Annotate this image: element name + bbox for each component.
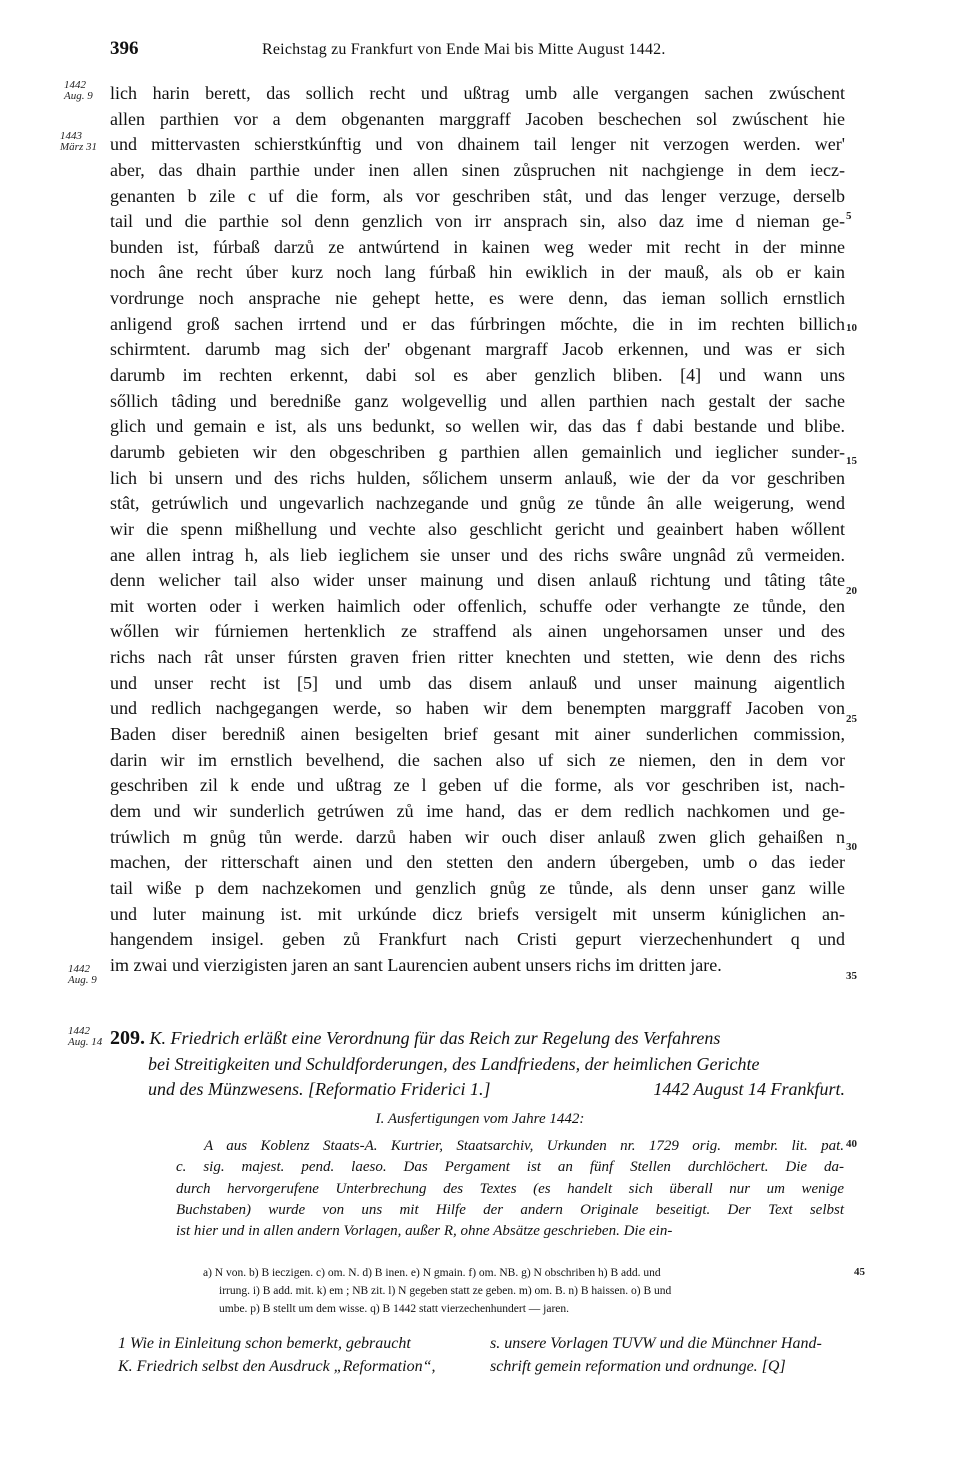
section-title: I. Ausfertigungen vom Jahre 1442: — [375, 1111, 585, 1127]
transmission-line: c. sig. majest. pend. laeso. Das Pergament ist an fünf Stellen durchlöchert. Die da- — [176, 1159, 844, 1176]
footnote-line: schrift gemein reformation und ordnunge. [Q] — [490, 1358, 786, 1375]
text-line: schirmtent. darumb mag sich der' obgenant margraff Jacob erkennen, und was er sich — [110, 339, 845, 360]
variant-note-line: umbe. p) B stellt um dem wisse. q) B 1442 statt vierzechenhundert — jaren. — [219, 1303, 570, 1315]
line-number: 25 — [846, 713, 857, 725]
text-line: noch âne recht úber kurz noch lang fúrbaß hin ewiklich in der mauß, als ob er kain — [110, 262, 845, 283]
margin-year: 1442 — [68, 963, 90, 975]
line-number: 40 — [846, 1138, 857, 1150]
document-number: 209. — [110, 1027, 145, 1049]
line-number: 35 — [846, 970, 857, 982]
text-line: im zwai und vierzigisten jaren an sant Laurencien aubent unsers richs im dritten jare. — [110, 954, 722, 975]
variant-notes — [203, 1264, 851, 1318]
heading-text: K. Friedrich erläßt eine Verordnung für das Reich zur Regelung des Verfahrens — [149, 1028, 721, 1048]
document-heading — [110, 1026, 845, 1103]
line-number: 10 — [846, 322, 857, 334]
margin-year: 1442 — [68, 1025, 90, 1037]
text-line: und unser recht ist [5] und umb das disem anlauß und unser mainung aigentlich — [110, 672, 845, 693]
text-line: bunden ist, fúrbaß darzů ze antwúrtend in kainen weg weder mit recht in der minne — [110, 236, 845, 257]
transmission-note — [176, 1136, 844, 1242]
text-line: allen parthien vor a dem obgenanten marggraff Jacoben beschechen sol zwúschent hie — [110, 108, 845, 129]
text-line: hangendem insigel. geben zů Frankfurt nach Cristi gepurt vierzechenhundert q und — [110, 929, 845, 950]
line-number: 30 — [846, 841, 857, 853]
document-date: 1442 August 14 Frankfurt. — [653, 1079, 845, 1099]
text-line: tail und die parthie sol denn genzlich von irr ansprach sin, also daz ime d nieman ge- — [110, 211, 845, 232]
footnote-line: K. Friedrich selbst den Ausdruck „Reformation“, — [118, 1358, 436, 1375]
line-number: 15 — [846, 455, 857, 467]
margin-day: Aug. 9 — [68, 974, 97, 986]
heading-line: bei Streitigkeiten und Schuldforderungen, des Landfriedens, der heimlichen Gerichte — [148, 1053, 760, 1074]
main-text-block — [110, 81, 845, 978]
running-head: Reichstag zu Frankfurt von Ende Mai bis Mitte August 1442. — [262, 41, 666, 58]
text-line: darin wir im ernstlich bevelhend, die sachen also uf sich ze niemen, den in dem vor — [110, 749, 845, 770]
text-line: dem und wir sunderlich getrúwen zů ime hand, das er dem redlich nachkomen und ge- — [110, 800, 845, 821]
text-line: anligend groß sachen irrtend und er das fúrbringen mőchte, die in im rechten billich — [110, 313, 845, 334]
margin-day: März 31 — [60, 141, 97, 153]
text-line: und mittervasten schierstkúnftig und von dhainem tail lenger nit verzogen werden. wer' — [110, 134, 845, 155]
text-line: und redlich nachgegangen werde, so haben wir dem benempten marggraff Jacoben von — [110, 698, 845, 719]
heading-margin-date — [68, 1026, 102, 1048]
text-line: tail wiße p dem nachzekomen und genzlich gnůg ze tůnde, als denn unser ganz wille — [110, 877, 845, 898]
margin-year: 1442 — [64, 79, 86, 91]
margin-date — [64, 80, 93, 102]
heading-line — [110, 1077, 845, 1103]
text-line: wőllen wir fúrniemen hertenklich ze straffend als ainen ungehorsamen unser und des — [110, 621, 845, 642]
line-number: 45 — [854, 1266, 865, 1278]
text-line: sőllich tâding und beredniße ganz wolgevellig und allen parthien nach gestalt der sache — [110, 390, 845, 411]
transmission-line: Buchstaben) wurde von uns mit Hilfe der andern Originale beseitigt. Der Text selbst — [176, 1201, 844, 1218]
text-line: lich bi unsern und des richs hulden, sőlichem unserm anlauß, wie der da vor geschriben — [110, 467, 845, 488]
text-line: und luter mainung ist. mit urkúnde dicz briefs versigelt mit unserm kúniglichen an- — [110, 903, 845, 924]
text-line: machen, der ritterschaft ainen und den stetten den andern úbergeben, umb o das ieder — [110, 852, 845, 873]
footnote-line: s. unsere Vorlagen TUVW und die Münchner Hand- — [490, 1335, 822, 1352]
text-line: darumb gebieten wir den obgeschriben g parthien allen gemainlich und ieglicher sunder- — [110, 441, 845, 462]
transmission-line: durch hervorgerufene Unterbrechung des Textes (es handelt sich überall nur um wenige — [176, 1180, 844, 1197]
page-number: 396 — [110, 38, 139, 59]
margin-day: Aug. 9 — [64, 90, 93, 102]
text-line: ane allen intrag h, als lieb ieglichem sie unser und des richs swâre ungnâd zů vermeiden. — [110, 544, 845, 565]
line-number: 20 — [846, 585, 857, 597]
transmission-line: A aus Koblenz Staats-A. Kurtrier, Staatsarchiv, Urkunden nr. 1729 orig. membr. lit. pat. — [204, 1138, 844, 1154]
text-line: darumb im rechten erkennt, dabi sol es aber genzlich bliben. [4] und wann uns — [110, 365, 845, 386]
variant-note-line: a) N von. b) B ieczigen. c) om. N. d) B inen. e) N gmain. f) om. NB. g) N obschriben h) B add. und — [203, 1267, 661, 1279]
heading-text: und des Münzwesens. [Reformatio Friderici 1.] — [148, 1079, 491, 1099]
margin-day: Aug. 14 — [68, 1036, 103, 1048]
margin-date — [68, 964, 97, 986]
text-line: mit worten oder i werken haimlich oder offenlich, schuffe oder verhangte ze tůnde, den — [110, 595, 845, 616]
line-number: 5 — [846, 210, 852, 222]
text-line: richs nach rât unser fúrsten graven frien ritter knechten und stetten, wie denn des richs — [110, 647, 845, 668]
text-line: vordrunge noch ansprache nie gehept hette, es were denn, das ieman sollich ernstlich — [110, 288, 845, 309]
text-line: glich und gemain e ist, als uns bedunkt, so wellen wir, das das f dabi bestande und blibe. — [110, 416, 845, 437]
footnote-line: 1 Wie in Einleitung schon bemerkt, gebraucht — [118, 1335, 411, 1352]
text-line: trúwlich m gnůg tůn werde. darzů haben wir ouch diser anlauß zwen glich gehaißen n — [110, 826, 845, 847]
text-line: aber, das dhain parthie under inen allen sinen zůspruchen nit nachgienge in dem iecz- — [110, 159, 845, 180]
text-line: lich harin berett, das sollich recht und ußtrag umb alle vergangen sachen zwúschent — [110, 83, 845, 103]
transmission-line: ist hier und in allen andern Vorlagen, außer R, ohne Absätze geschrieben. Die ein- — [176, 1223, 673, 1240]
margin-year: 1443 — [60, 130, 82, 142]
heading-line — [110, 1026, 845, 1052]
footnote-left — [118, 1332, 473, 1378]
text-line: stât, getrúwlich und ungevarlich nachzegande und gnůg ze tůnde ân alle weigerung, wend — [110, 493, 845, 514]
text-line: denn welicher tail also wider unser mainung und disen anlauß richtung und tâting tâte — [110, 570, 845, 591]
footnote-right — [490, 1332, 845, 1378]
text-line: genanten b zile c uf die form, als vor geschriben stât, und das lenger verzuge, derselb — [110, 185, 845, 206]
text-line: Baden diser beredniß ainen besigelten brief gesant mit ainer sunderlichen commission, — [110, 724, 845, 745]
text-line: geschriben zil k ende und ußtrag ze l geben uf die forme, als vor geschriben ist, nach- — [110, 775, 845, 796]
variant-note-line: irrung. i) B add. mit. k) em ; NB zit. l) N gegeben statt ze geben. m) om. B. n) B haissen. o) B und — [219, 1285, 672, 1297]
margin-date — [60, 131, 97, 153]
text-line: wir die spenn mißhellung und vechte also geschlicht gericht und geainbert haben wőllent — [110, 518, 845, 539]
